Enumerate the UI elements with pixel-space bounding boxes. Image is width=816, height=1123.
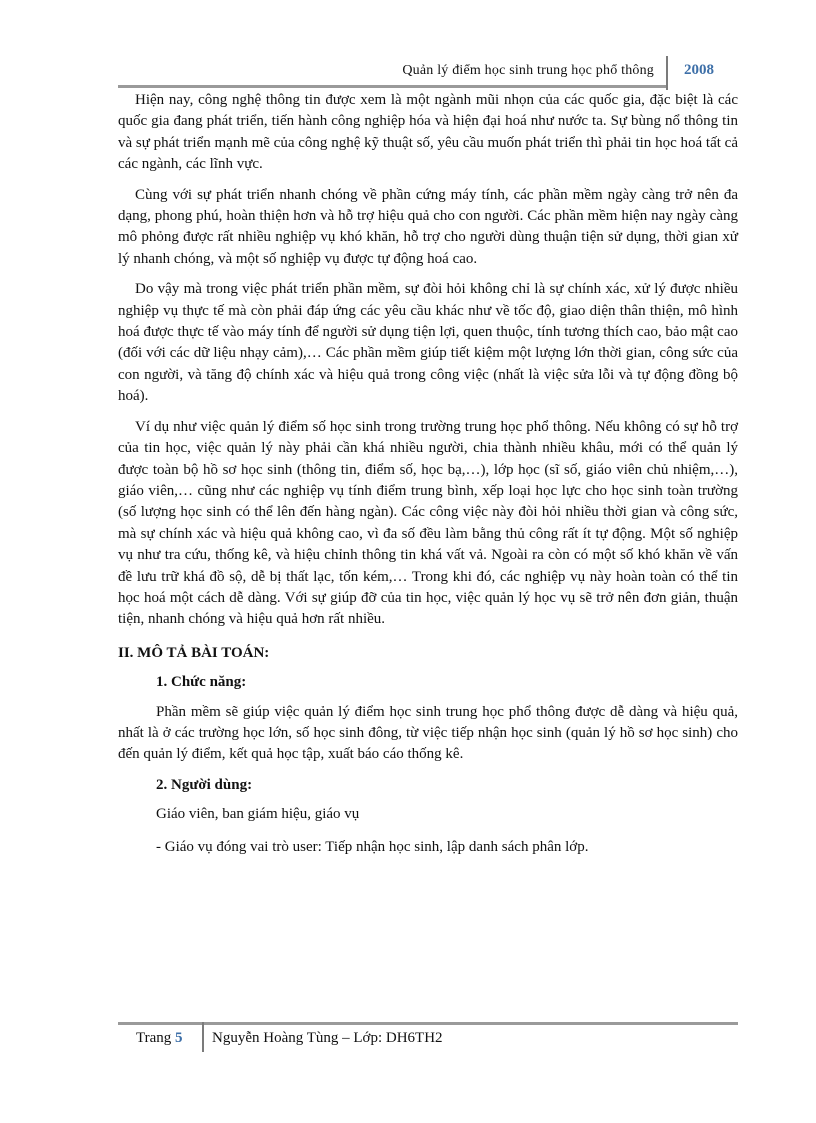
paragraph: Do vậy mà trong việc phát triển phần mềm, sự đòi hỏi không chỉ là sự chính xác, xử lý được nhiều nghiệp vụ thực tế mà còn phải đáp ứng các yêu cầu khác như về tốc độ, giao diện thân thiện, mô hình hoá được thực tế vào máy tính để người sử dụng tiện lợi, quen thuộc, tính tương thích cao, bảo mật cao (đối với các dữ liệu nhạy cảm),… Các phần mềm giúp tiết kiệm một lượng lớn thời gian, công sức của con người, và tăng độ chính xác và hiệu quả trong công việc (nhất là việc sửa lỗi và tự động đồng bộ hoá). [118, 281, 738, 405]
page-header [118, 56, 736, 92]
paragraph: Hiện nay, công nghệ thông tin được xem là một ngành mũi nhọn của các quốc gia, đặc biệt là các quốc gia đang phát triển, tiến hành công nghiệp hóa và hiện đại hoá như nước ta. Sự bùng nổ thông tin và sự phát triển mạnh mẽ của công nghệ kỹ thuật số, yêu cầu muốn phát triển thì phải tin học hoá tất cả các ngành, các lĩnh vực. [118, 92, 738, 173]
section-heading: II. MÔ TẢ BÀI TOÁN: [118, 644, 270, 661]
document-body [118, 90, 738, 869]
footer-divider [202, 1022, 204, 1052]
paragraph: Ví dụ như việc quản lý điểm số học sinh trong trường trung học phổ thông. Nếu không có sự hỗ trợ của tin học, việc quản lý này phải cần khá nhiều người, chia thành nhiều khâu, mới có thể quản lý được toàn bộ hồ sơ học sinh (thông tin, điểm số, học bạ,…), lớp học (sĩ số, giáo viên chủ nhiệm,…), giáo viên,… cũng như các nghiệp vụ tính điểm trung bình, xếp loại học lực cho học sinh toàn trường (số lượng học sinh có thể lên đến hàng ngàn). Các công việc này đòi hỏi nhiều thời gian và công sức, mà sự chính xác và hiệu quả không cao, vì đa số đều làm bằng thủ công rất ít tự động. Một số nghiệp vụ như tra cứu, thống kê, và hiệu chỉnh thông tin khá vất vả. Ngoài ra còn có một số khó khăn về vấn đề lưu trữ khá đồ sộ, dễ bị thất lạc, tốn kém,… Trong khi đó, các nghiệp vụ này hoàn toàn có thể tin học hoá một cách dễ dàng. Với sự giúp đỡ của tin học, việc quản lý học vụ sẽ trở nên đơn giản, thuận tiện, nhanh chóng và hiệu quả hơn rất nhiều. [118, 418, 738, 628]
paragraph: Cùng với sự phát triển nhanh chóng về phần cứng máy tính, các phần mềm ngày càng trở nên đa dạng, phong phú, hoàn thiện hơn và hỗ trợ hiệu quả cho con người. Các phần mềm hiện nay ngày càng mô phỏng được rất nhiều nghiệp vụ khó khăn, hỗ trợ cho người dùng thuận tiện sử dụng, thời gian xử lý nhanh chóng, và một số nghiệp vụ được tự động hoá cao. [118, 186, 738, 267]
paragraph: Phần mềm sẽ giúp việc quản lý điểm học sinh trung học phổ thông được dễ dàng và hiệu quả, nhất là ở các trường học lớn, số học sinh đông, từ việc tiếp nhận học sinh (quản lý hồ sơ học sinh) cho đến quản lý điểm, kết quả học tập, xuất báo cáo thống kê. [118, 703, 738, 763]
header-year: 2008 [684, 62, 714, 78]
users-line: Giáo viên, ban giám hiệu, giáo vụ [156, 806, 360, 823]
page-number: 5 [175, 1030, 183, 1046]
page-number-label [136, 1030, 183, 1047]
page-footer [118, 1022, 738, 1052]
header-title: Quản lý điểm học sinh trung học phổ thông [402, 63, 654, 78]
header-divider [666, 56, 668, 90]
subsection-heading-users: 2. Người dùng: [156, 776, 253, 793]
subsection-heading-functions: 1. Chức năng: [156, 674, 247, 691]
footer-rule [118, 1022, 738, 1025]
users-role-line: - Giáo vụ đóng vai trò user: Tiếp nhận học sinh, lập danh sách phân lớp. [156, 838, 589, 855]
footer-author: Nguyễn Hoàng Tùng – Lớp: DH6TH2 [212, 1030, 443, 1046]
header-rule [118, 85, 666, 88]
page-label: Trang [136, 1030, 172, 1046]
